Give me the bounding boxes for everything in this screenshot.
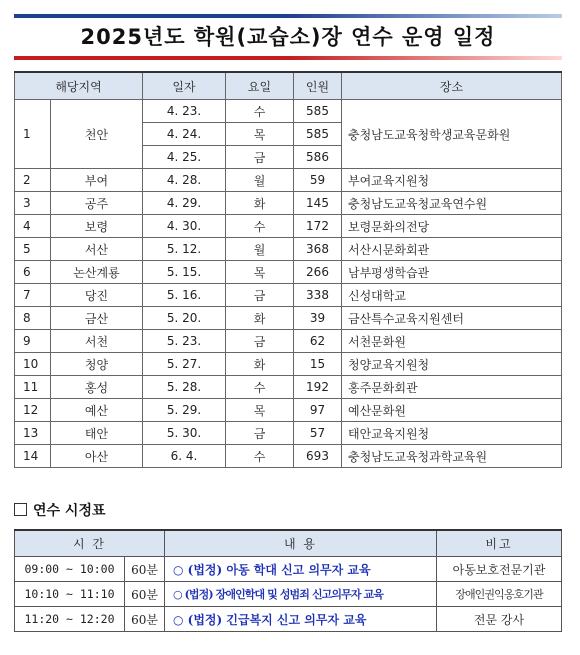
region-cell: 아산 [51, 445, 143, 468]
content-cell: ○ (법정) 장애인학대 및 성범죄 신고의무자 교육 [165, 582, 437, 607]
count-cell: 172 [294, 215, 342, 238]
count-cell: 192 [294, 376, 342, 399]
schedule-header-row [15, 72, 562, 100]
header-weekday: 요일 [226, 72, 294, 100]
count-cell: 585 [294, 100, 342, 123]
header-content: 내 용 [165, 530, 437, 557]
header-time: 시 간 [15, 530, 165, 557]
row-number: 2 [15, 169, 51, 192]
date-cell: 4. 24. [143, 123, 226, 146]
table-row [15, 399, 562, 422]
table-row [15, 557, 562, 582]
row-number: 6 [15, 261, 51, 284]
row-number: 4 [15, 215, 51, 238]
section-title-text: 연수 시정표 [33, 503, 106, 519]
table-row [15, 192, 562, 215]
date-cell: 5. 20. [143, 307, 226, 330]
content-cell: ○ (법정) 아동 학대 신고 의무자 교육 [165, 557, 437, 582]
note-cell: 전문 강사 [437, 607, 562, 632]
weekday-cell: 금 [226, 284, 294, 307]
time-cell: 09:00 ~ 10:00 [15, 557, 125, 582]
region-cell: 공주 [51, 192, 143, 215]
schedule-table [14, 71, 562, 468]
venue-cell: 충청남도교육청교육연수원 [342, 192, 562, 215]
table-row [15, 445, 562, 468]
table-row [15, 353, 562, 376]
header-date: 일자 [143, 72, 226, 100]
weekday-cell: 수 [226, 445, 294, 468]
date-cell: 5. 30. [143, 422, 226, 445]
date-cell: 5. 16. [143, 284, 226, 307]
venue-cell: 서산시문화회관 [342, 238, 562, 261]
count-cell: 266 [294, 261, 342, 284]
row-number: 11 [15, 376, 51, 399]
region-cell: 태안 [51, 422, 143, 445]
table-row [15, 376, 562, 399]
region-cell: 예산 [51, 399, 143, 422]
weekday-cell: 화 [226, 307, 294, 330]
venue-cell: 충청남도교육청과학교육원 [342, 445, 562, 468]
count-cell: 145 [294, 192, 342, 215]
region-cell: 부여 [51, 169, 143, 192]
venue-cell: 금산특수교육지원센터 [342, 307, 562, 330]
weekday-cell: 월 [226, 169, 294, 192]
date-cell: 5. 15. [143, 261, 226, 284]
count-cell: 368 [294, 238, 342, 261]
title-rule-bottom [14, 56, 562, 60]
row-number: 14 [15, 445, 51, 468]
header-region: 해당지역 [15, 72, 143, 100]
count-cell: 57 [294, 422, 342, 445]
count-cell: 59 [294, 169, 342, 192]
date-cell: 5. 12. [143, 238, 226, 261]
row-number: 12 [15, 399, 51, 422]
count-cell: 693 [294, 445, 342, 468]
duration-cell: 60분 [125, 582, 165, 607]
table-row [15, 215, 562, 238]
region-cell: 천안 [51, 100, 143, 169]
note-cell: 아동보호전문기관 [437, 557, 562, 582]
date-cell: 4. 25. [143, 146, 226, 169]
region-cell: 당진 [51, 284, 143, 307]
table-row [15, 284, 562, 307]
date-cell: 5. 27. [143, 353, 226, 376]
table-row [15, 307, 562, 330]
date-cell: 5. 23. [143, 330, 226, 353]
venue-cell: 예산문화원 [342, 399, 562, 422]
count-cell: 585 [294, 123, 342, 146]
table-row [15, 238, 562, 261]
note-cell: 장애인권익옹호기관 [437, 582, 562, 607]
time-cell: 10:10 ~ 11:10 [15, 582, 125, 607]
date-cell: 4. 28. [143, 169, 226, 192]
venue-cell: 청양교육지원청 [342, 353, 562, 376]
region-cell: 홍성 [51, 376, 143, 399]
table-row [15, 330, 562, 353]
venue-cell: 충청남도교육청학생교육문화원 [342, 100, 562, 169]
page-title: 2025년도 학원(교습소)장 연수 운영 일정 [80, 25, 496, 49]
date-cell: 6. 4. [143, 445, 226, 468]
title-banner [14, 14, 562, 60]
date-cell: 4. 30. [143, 215, 226, 238]
table-row [15, 607, 562, 632]
date-cell: 5. 28. [143, 376, 226, 399]
region-cell: 금산 [51, 307, 143, 330]
header-note: 비고 [437, 530, 562, 557]
row-number: 13 [15, 422, 51, 445]
table-row [15, 582, 562, 607]
duration-cell: 60분 [125, 607, 165, 632]
count-cell: 39 [294, 307, 342, 330]
weekday-cell: 수 [226, 215, 294, 238]
count-cell: 15 [294, 353, 342, 376]
duration-cell: 60분 [125, 557, 165, 582]
weekday-cell: 목 [226, 261, 294, 284]
timetable-header-row [15, 530, 562, 557]
weekday-cell: 금 [226, 330, 294, 353]
venue-cell: 부여교육지원청 [342, 169, 562, 192]
weekday-cell: 수 [226, 100, 294, 123]
count-cell: 338 [294, 284, 342, 307]
weekday-cell: 금 [226, 422, 294, 445]
row-number: 5 [15, 238, 51, 261]
checkbox-square-icon [14, 503, 27, 516]
count-cell: 586 [294, 146, 342, 169]
table-row [15, 422, 562, 445]
venue-cell: 태안교육지원청 [342, 422, 562, 445]
weekday-cell: 목 [226, 399, 294, 422]
table-row [15, 261, 562, 284]
content-cell: ○ (법정) 긴급복지 신고 의무자 교육 [165, 607, 437, 632]
row-number: 1 [15, 100, 51, 169]
weekday-cell: 수 [226, 376, 294, 399]
date-cell: 5. 29. [143, 399, 226, 422]
region-cell: 논산계룡 [51, 261, 143, 284]
row-number: 10 [15, 353, 51, 376]
row-number: 3 [15, 192, 51, 215]
venue-cell: 서천문화원 [342, 330, 562, 353]
row-number: 8 [15, 307, 51, 330]
region-cell: 서산 [51, 238, 143, 261]
count-cell: 97 [294, 399, 342, 422]
header-venue: 장소 [342, 72, 562, 100]
weekday-cell: 목 [226, 123, 294, 146]
weekday-cell: 화 [226, 192, 294, 215]
date-cell: 4. 23. [143, 100, 226, 123]
weekday-cell: 금 [226, 146, 294, 169]
region-cell: 보령 [51, 215, 143, 238]
venue-cell: 보령문화의전당 [342, 215, 562, 238]
region-cell: 청양 [51, 353, 143, 376]
region-cell: 서천 [51, 330, 143, 353]
weekday-cell: 화 [226, 353, 294, 376]
venue-cell: 신성대학교 [342, 284, 562, 307]
row-number: 7 [15, 284, 51, 307]
venue-cell: 홍주문화회관 [342, 376, 562, 399]
count-cell: 62 [294, 330, 342, 353]
date-cell: 4. 29. [143, 192, 226, 215]
weekday-cell: 월 [226, 238, 294, 261]
timetable-table [14, 529, 562, 632]
time-cell: 11:20 ~ 12:20 [15, 607, 125, 632]
venue-cell: 남부평생학습관 [342, 261, 562, 284]
timetable-section-title [14, 500, 106, 520]
row-number: 9 [15, 330, 51, 353]
table-row [15, 100, 562, 123]
header-count: 인원 [294, 72, 342, 100]
table-row [15, 169, 562, 192]
